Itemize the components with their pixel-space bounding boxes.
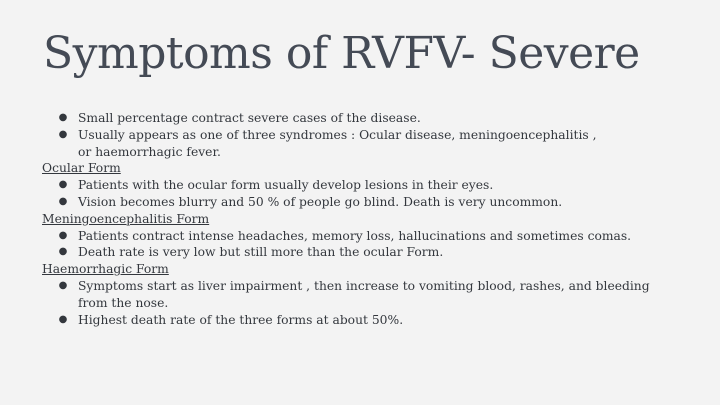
bullet-item xyxy=(42,278,682,312)
bullet-item xyxy=(42,194,682,211)
bullet-text: Symptoms start as liver impairment , then increase to vomiting blood, rashes, and bleeding from the nose. xyxy=(78,278,650,310)
bullet-item xyxy=(42,244,682,261)
section-heading-ocular: Ocular Form xyxy=(42,161,121,176)
bullet-item xyxy=(42,127,682,161)
bullet-text: Usually appears as one of three syndromes : Ocular disease, meningoencephalitis , or haemorrhagic fever. xyxy=(78,127,597,159)
bullet-text: Patients with the ocular form usually develop lesions in their eyes. xyxy=(78,178,494,193)
bullet-item xyxy=(42,312,682,329)
bullet-text: Highest death rate of the three forms at about 50%. xyxy=(78,312,404,327)
bullet-text: Patients contract intense headaches, memory loss, hallucinations and sometimes comas. xyxy=(78,228,632,243)
bullet-text: Vision becomes blurry and 50 % of people go blind. Death is very uncommon. xyxy=(78,194,563,209)
section-heading-haemorrhagic: Haemorrhagic Form xyxy=(42,262,169,277)
bullet-item xyxy=(42,110,682,127)
bullet-icon: ● xyxy=(58,313,68,325)
slide-title: Symptoms of RVFV- Severe xyxy=(43,28,640,79)
bullet-item xyxy=(42,177,682,194)
bullet-icon: ● xyxy=(58,279,68,291)
slide-body xyxy=(42,110,682,328)
bullet-icon: ● xyxy=(58,229,68,241)
section-heading-meningoencephalitis: Meningoencephalitis Form xyxy=(42,211,210,226)
bullet-icon: ● xyxy=(58,112,68,123)
bullet-text: Death rate is very low but still more than the ocular Form. xyxy=(78,245,444,260)
bullet-item xyxy=(42,228,682,245)
bullet-text: Small percentage contract severe cases of the disease. xyxy=(78,111,421,125)
bullet-icon: ● xyxy=(58,195,68,207)
bullet-icon: ● xyxy=(58,128,68,140)
bullet-icon: ● xyxy=(58,179,68,191)
bullet-icon: ● xyxy=(58,246,68,258)
